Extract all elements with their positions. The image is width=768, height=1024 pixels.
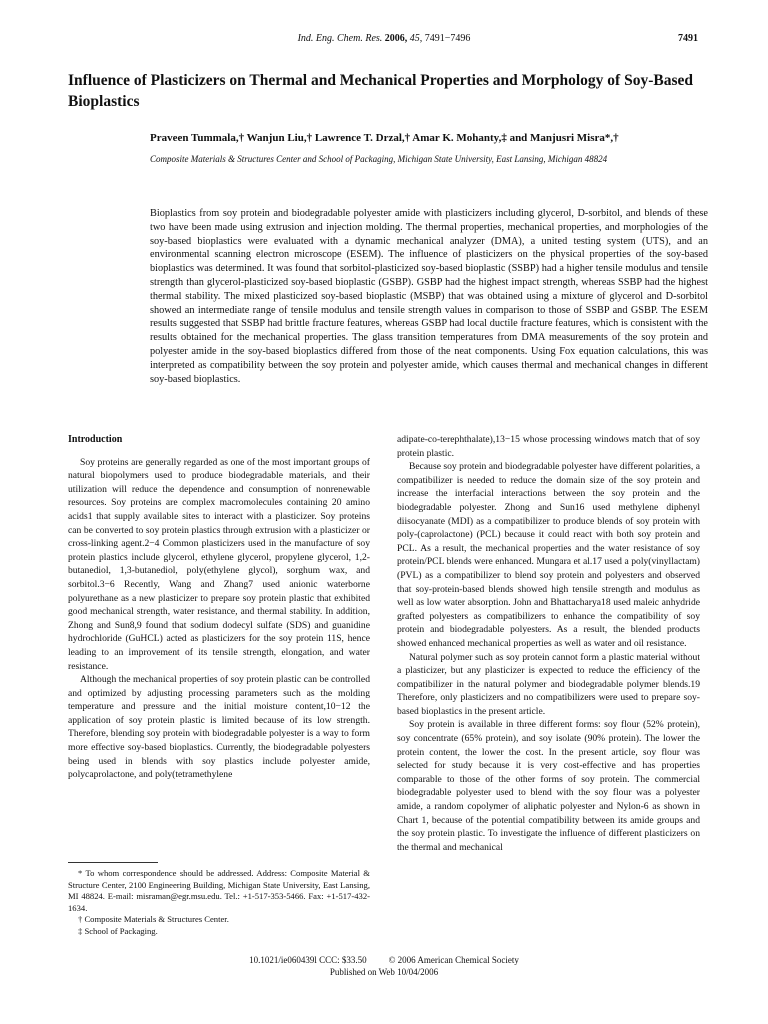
page-number: 7491 xyxy=(678,33,698,44)
journal-year: 2006, xyxy=(384,33,408,44)
intro-paragraph-3: Because soy protein and biodegradable polyester have different polarities, a compatibilizer is needed to reduce the domain size of the soy protein and increase the interfacial interactions between the soy protein and the biodegradable polyester. Zhong and Sun16 used methylene diphenyl diisocyanate (MDI) as a compatibilizer to produce blends of soy protein with poly-(caprolactone) (PCL) because it could react with both soy protein and PCL. As a result, the mechanical properties and the water resistance of soy protein/PCL blends were enhanced. Mungara et al.17 used a poly(vinyllactam) (PVL) as a compatibilizer to blend soy protein and polyesters and observed that soy-protein-based blends showed high tensile strength and modulus as well as low water absorption. John and Bhattacharya18 used maleic anhydride grafted polyesters as compatibilizers to enhance the compatibility of soy protein and biodegradable polyesters. As a result, the blended products showed enhanced mechanical properties as well as water and oil resistance. xyxy=(397,461,700,649)
section-heading-introduction: Introduction xyxy=(68,434,123,445)
running-header xyxy=(0,33,768,44)
doi-line: 10.1021/ie060439l CCC: $33.50 xyxy=(249,955,367,965)
footnote-ddagger: ‡ School of Packaging. xyxy=(78,925,158,936)
intro-paragraph-1: Soy proteins are generally regarded as one of the most important groups of natural biopolymers used to produce biodegradable materials, and their utilization will reduce the dependence and consumption of nonrenewable resources. Soy proteins are complex macromolecules containing 20 amino acids1 that supply available sites to interact with a plasticizer. Soy proteins can be converted to soy protein plastics through extrusion with a plasticizer or cross-linking agent.2−4 Common plasticizers used in the manufacture of soy protein plastics include glycerol, ethylene glycerol, propylene glycerol, 1,2-butanediol, 1,3-butanediol, poly(ethylene glycol), sorghum wax, and sorbitol.3−6 Recently, Wang and Zhang7 used anionic waterborne polyurethane as a new plasticizer to prepare soy protein plastic that exhibited good mechanical strength, water resistance, and thermal stability. In addition, Zhong and Sun8,9 found that sodium dodecyl sulfate (SDS) and guanidine hydrochloride (GuHCL) acted as plasticizers for the soy protein 11S, hence leading to an improvement of its tensile strength, elongation, and water resistance. xyxy=(68,456,370,672)
footnote-dagger: † Composite Materials & Structures Center. xyxy=(78,914,229,925)
affiliation: Composite Materials & Structures Center and School of Packaging, Michigan State University, East Lansing, Michigan 48824 xyxy=(150,154,608,164)
footnotes xyxy=(68,868,370,938)
intro-paragraph-2: Although the mechanical properties of soy protein plastic can be controlled and optimized by adjusting processing parameters such as the molding temperature and pressure and the initial moisture content,10−12 the application of soy protein plastic is limited because of its low strength. Therefore, blending soy protein with biodegradable polyester is a way to form more effective soy-based bioplastics. Currently, the biodegradable polyesters being used in blends with soy plastics include polyester amide, polycaprolactone, and poly(tetramethylene xyxy=(68,674,370,781)
right-column xyxy=(397,433,700,854)
abstract: Bioplastics from soy protein and biodegradable polyester amide with plasticizers including glycerol, D-sorbitol, and blends of these two have been made using extrusion and injection molding. The thermal properties, mechanical properties, and morphologies of the soy-based bioplastics were evaluated with a dynamic mechanical analyzer (DMA), a united testing system (UTS), and an environmental scanning electron microscope (ESEM). The influence of plasticizers on the physical properties of the soy-based bioplastics was determined. It was found that sorbitol-plasticized soy-based bioplastic (SSBP) had a higher tensile modulus and tensile strength than glycerol-plasticized soy-based bioplastic (GSBP). GSBP had the highest impact strength, whereas SSBP had the highest thermal stability. The mixed plasticized soy-based bioplastic (MSBP) that was obtained using a mixture of glycerol and D-sorbitol showed an intermediate range of tensile modulus and tensile strength values in comparison to those of SSBP and GSBP. The ESEM results suggested that SSBP had brittle fracture features, whereas GSBP had local ductile fracture features, which is consistent with the results obtained for the mechanical properties. The glass transition temperatures from DMA measurements of the soy protein and polyester amide in the soy-based bioplastics differed from those of the neat components. Using Fox equation calculations, this was interpreted as compatibility between the soy protein and polyester amide, which causes thermal and mechanical changes in different soy-based bioplastics. xyxy=(150,208,708,385)
left-column xyxy=(68,433,370,782)
journal-pages: 7491−7496 xyxy=(424,33,471,44)
page-footer xyxy=(0,954,768,978)
footnote-divider xyxy=(68,862,158,863)
author-list: Praveen Tummala,† Wanjun Liu,† Lawrence T. Drzal,† Amar K. Mohanty,‡ and Manjusri Misra*,† xyxy=(150,132,619,144)
footnote-corresponding: * To whom correspondence should be addressed. Address: Composite Material & Structure Center, 2100 Engineering Building, Michigan State University, East Lansing, MI 48824. E-mail: misraman@egr.msu.edu. Tel.: +1-517-353-5466. Fax: +1-517-432-1634. xyxy=(68,868,370,913)
journal-name: Ind. Eng. Chem. Res. xyxy=(297,33,383,44)
intro-paragraph-4: Natural polymer such as soy protein cannot form a plastic material without a plasticizer, but any plasticizer is expected to reduce the efficiency of the compatibilizer in the natural polymer and biodegradable polymer blends.19 Therefore, only plasticizers and no compatibilizers were used to prepare soy-based bioplastics in the present article. xyxy=(397,651,700,717)
intro-paragraph-continued: adipate-co-terephthalate),13−15 whose processing windows match that of soy protein plastic. xyxy=(397,434,700,459)
article-title: Influence of Plasticizers on Thermal and Mechanical Properties and Morphology of Soy-Based Bioplastics xyxy=(68,72,693,110)
intro-paragraph-5: Soy protein is available in three different forms: soy flour (52% protein), soy concentrate (65% protein), and soy isolate (90% protein). The lower the protein content, the lower the cost. In the present article, soy flour was selected for study because it is very cost-effective and has properties comparable to those of the other forms of soy protein. The commercial biodegradable polyester used to blend with the soy flour was a polyester amide, a random copolymer of aliphatic polyester and Nylon-6 as shown in Chart 1, because of the potential compatibility between its amide groups and the soy protein plastic. To investigate the influence of different plasticizers on the thermal and mechanical xyxy=(397,719,700,853)
journal-volume: 45, xyxy=(409,33,423,44)
copyright-line: © 2006 American Chemical Society xyxy=(388,955,519,965)
publication-date: Published on Web 10/04/2006 xyxy=(329,967,439,977)
